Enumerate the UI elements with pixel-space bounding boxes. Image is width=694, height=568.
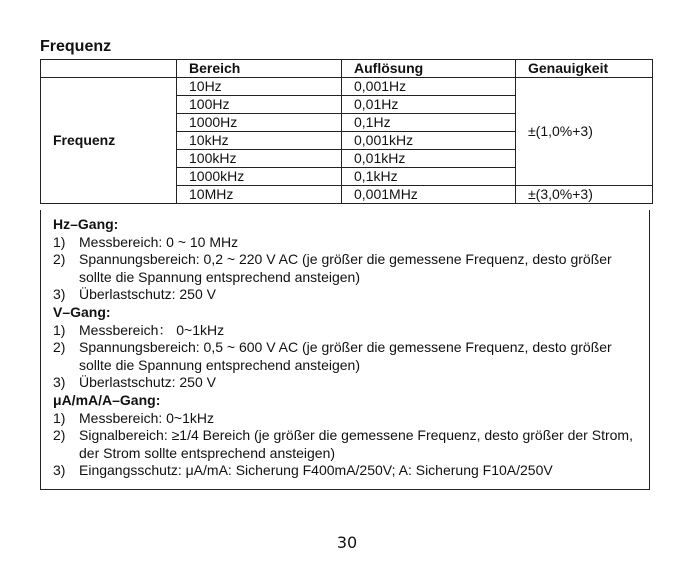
page-number: 30 (336, 533, 358, 552)
list-item (53, 339, 639, 374)
item-text: Messbereich: 0~1kHz (79, 409, 215, 426)
resolution-cell: 0,01Hz (342, 96, 516, 114)
item-number: 3) (53, 286, 66, 303)
section-title: Frequenz (40, 38, 112, 55)
item-text: Messbereich: 0 ~ 10 MHz (79, 233, 239, 250)
list-item (53, 427, 639, 462)
range-cell: 10MHz (177, 186, 342, 204)
list-item (53, 286, 639, 304)
hz-mode-title: Hz–Gang: (53, 216, 119, 232)
range-cell: 1000Hz (177, 114, 342, 132)
table-row (41, 78, 653, 96)
accuracy-cell: ±(3,0%+3) (516, 186, 653, 204)
item-number: 2) (53, 427, 66, 444)
item-number: 2) (53, 251, 66, 268)
header-empty-cell (41, 60, 177, 78)
resolution-cell: 0,1Hz (342, 114, 516, 132)
item-number: 2) (53, 339, 66, 356)
range-cell: 10kHz (177, 132, 342, 150)
notes-box (40, 210, 650, 490)
v-mode-title: V–Gang: (53, 303, 111, 320)
item-text: Eingangsschutz: μA/mA: Sicherung F400mA/250V; A: Sicherung F10A/250V (79, 462, 553, 479)
table-header-row (41, 60, 653, 78)
header-accuracy: Genauigkeit (516, 60, 653, 78)
item-text: Spannungsbereich: 0,2 ~ 220 V AC (je größer die gemessene Frequenz, desto größer sollte die Spannung entsprechend ansteigen) (79, 251, 612, 285)
frequency-spec-table (40, 59, 653, 204)
resolution-cell: 0,001Hz (342, 78, 516, 96)
item-number: 3) (53, 462, 66, 479)
item-text: Überlastschutz: 250 V (79, 374, 216, 391)
item-number: 1) (53, 409, 66, 426)
item-number: 1) (53, 233, 66, 250)
list-item (53, 234, 639, 252)
resolution-cell: 0,1kHz (342, 168, 516, 186)
row-label-frequency: Frequenz (41, 78, 177, 204)
accuracy-cell: ±(1,0%+3) (516, 78, 653, 186)
item-text: Signalbereich: ≥1/4 Bereich (je größer die gemessene Frequenz, desto größer der Strom, der Strom sollte entsprechend ansteigen) (79, 427, 633, 461)
list-item (53, 410, 639, 428)
current-mode-title: μA/mA/A–Gang: (53, 391, 161, 408)
resolution-cell: 0,01kHz (342, 150, 516, 168)
item-text: Überlastschutz: 250 V (79, 286, 216, 303)
list-item (53, 374, 639, 392)
item-text: Spannungsbereich: 0,5 ~ 600 V AC (je größer die gemessene Frequenz, desto größer sollte die Spannung entsprechend ansteigen) (79, 339, 612, 373)
list-item (53, 251, 639, 286)
item-number: 1) (53, 321, 66, 338)
header-resolution: Auflösung (342, 60, 516, 78)
range-cell: 1000kHz (177, 168, 342, 186)
range-cell: 10Hz (177, 78, 342, 96)
resolution-cell: 0,001kHz (342, 132, 516, 150)
range-cell: 100kHz (177, 150, 342, 168)
item-number: 3) (53, 374, 66, 391)
list-item (53, 462, 639, 480)
list-item (53, 322, 639, 340)
range-cell: 100Hz (177, 96, 342, 114)
resolution-cell: 0,001MHz (342, 186, 516, 204)
header-range: Bereich (177, 60, 342, 78)
item-text: Messbereich： 0~1kHz (79, 321, 225, 338)
